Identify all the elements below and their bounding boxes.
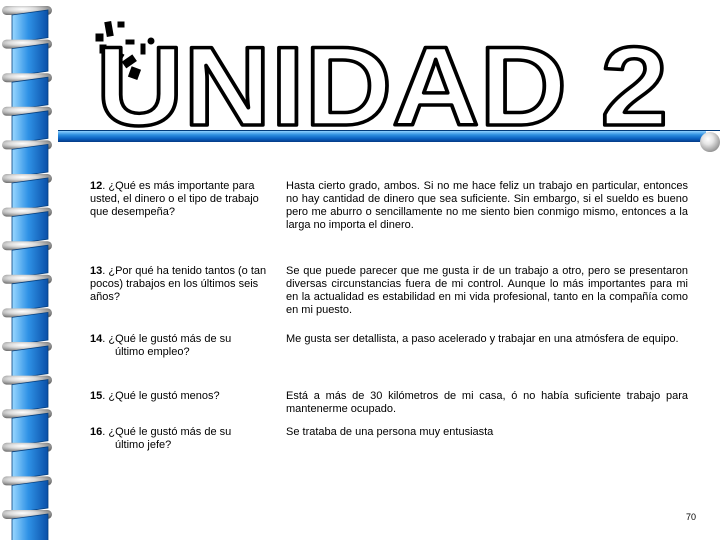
question-number: 16 <box>90 426 103 438</box>
qa-row <box>90 180 688 232</box>
question-text: . ¿Por qué ha tenido tantos (o tan pocos) trabajos en los últimos seis años? <box>90 265 267 303</box>
answer: Se que puede parecer que me gusta ir de un trabajo a otro, pero se presentaron diversas circunstancias fuera de mi control. Aunque lo más importantes para mi en la actualidad es estabilidad en mi vida profesional, tanto en la compañía como en mi puesto. <box>286 265 688 316</box>
question-number: 14 <box>90 333 103 345</box>
qa-row <box>90 426 688 452</box>
unit-title <box>0 0 720 140</box>
question-text: . ¿Qué le gustó menos? <box>102 390 220 402</box>
question <box>90 390 270 416</box>
binding-segment <box>12 413 48 446</box>
question-number: 13 <box>90 265 103 277</box>
question-text: . ¿Qué le gustó más de su <box>102 426 232 438</box>
answer: Hasta cierto grado, ambos. Si no me hace feliz un trabajo en particular, entonces no hay cantidad de dinero que sea suficiente. Sin embargo, si el sueldo es bueno pero me aburro o sencillamente no me siento bien conmigo mismo, entonces a la larga no importa el dinero. <box>286 180 688 231</box>
answer: Se trataba de una persona muy entusiasta <box>286 426 494 438</box>
question-text-continued: último empleo? <box>115 346 190 358</box>
question-text: . ¿Qué es más importante para usted, el dinero o el tipo de trabajo que desempeña? <box>90 180 259 218</box>
question <box>90 426 270 452</box>
question-text: . ¿Qué le gustó más de su <box>102 333 232 345</box>
question <box>90 180 270 232</box>
binding-segment <box>12 245 48 278</box>
binding-segment <box>12 447 48 480</box>
binding-segment <box>12 178 48 211</box>
question-number: 12 <box>90 180 103 192</box>
answer: Está a más de 30 kilómetros de mi casa, ó no había suficiente trabajo para mantenerme ocupado. <box>286 390 688 415</box>
answer: Me gusta ser detallista, a paso acelerado y trabajar en una atmósfera de equipo. <box>286 333 679 345</box>
question <box>90 333 270 359</box>
binding-segment <box>12 480 48 513</box>
question <box>90 265 270 317</box>
binding-segment <box>12 212 48 245</box>
binding-segment <box>12 346 48 379</box>
page-number: 70 <box>686 512 697 522</box>
binding-segment <box>12 380 48 413</box>
qa-row <box>90 265 688 317</box>
binding-segment <box>12 514 48 540</box>
binding-segment <box>12 279 48 312</box>
question-text-continued: último jefe? <box>115 439 172 451</box>
qa-row <box>90 390 688 416</box>
question-number: 15 <box>90 390 103 402</box>
binding-segment <box>12 312 48 345</box>
binding-segment <box>12 144 48 177</box>
unit-title-text: UNIDAD 2 <box>96 24 669 140</box>
qa-row <box>90 333 688 359</box>
